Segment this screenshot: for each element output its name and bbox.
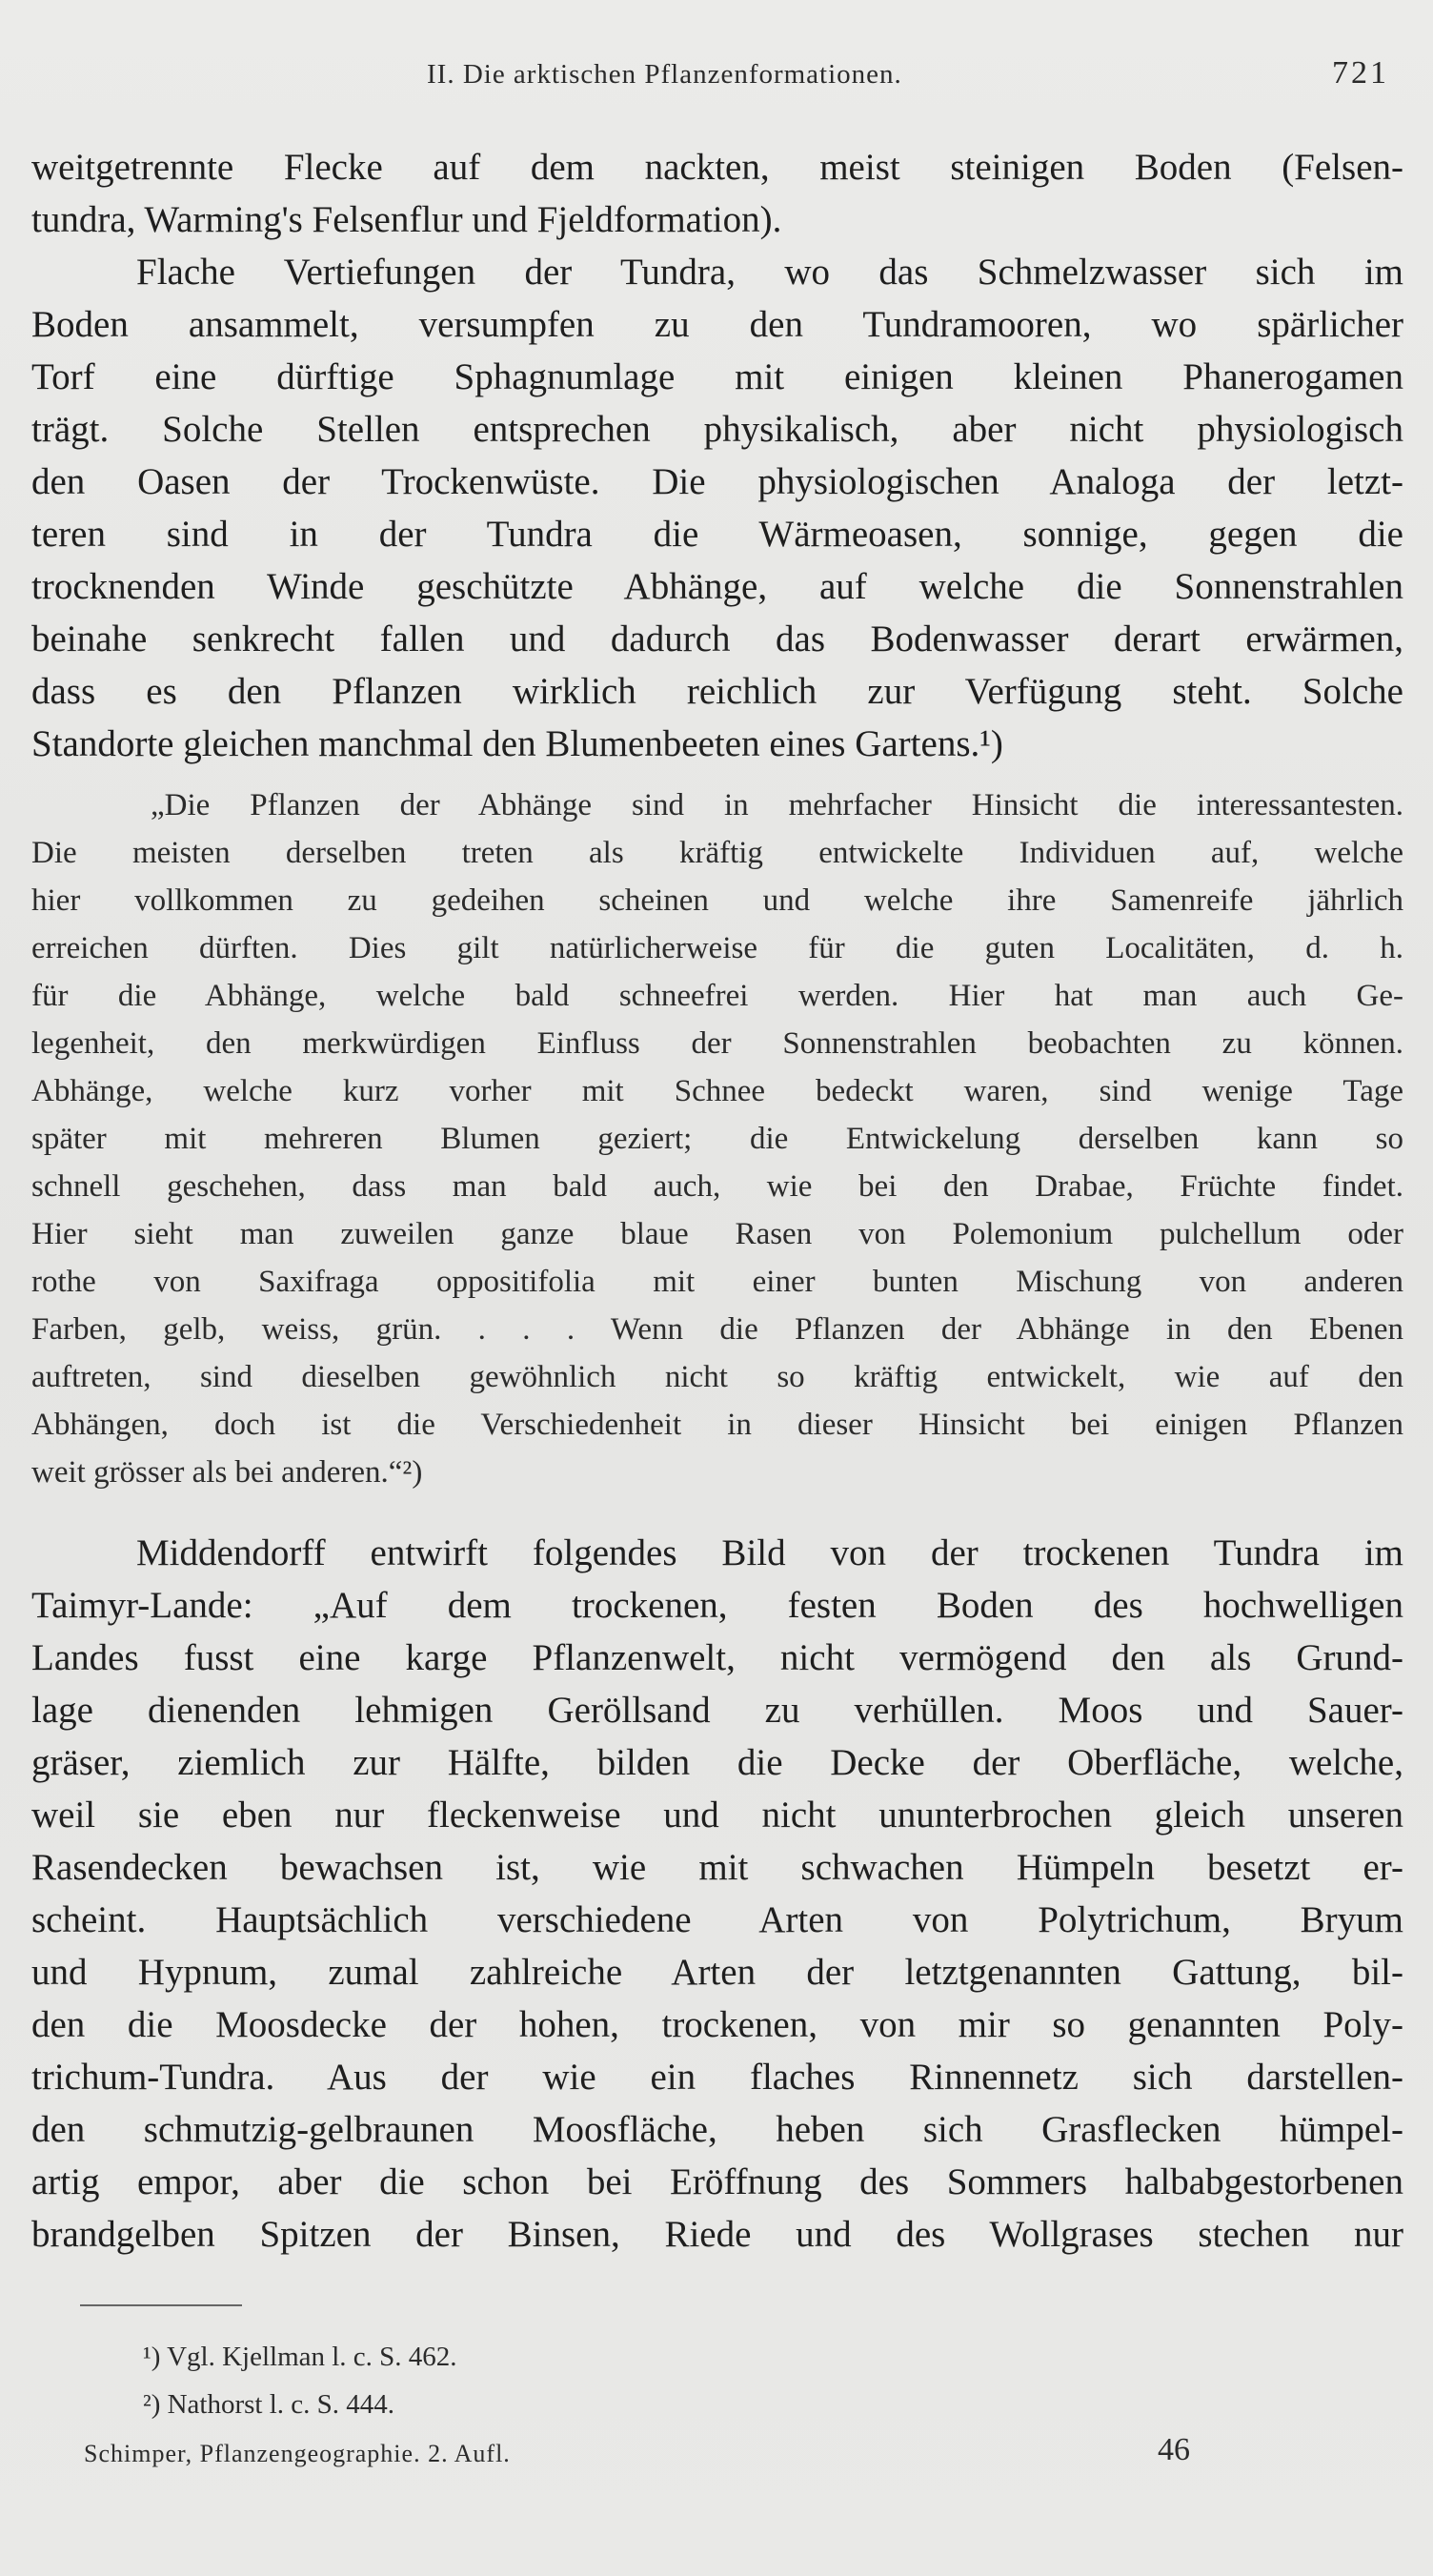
text-line: legenheit, den merkwürdigen Einfluss der Sonnenstrahlen beobachten zu können. — [31, 1026, 1403, 1061]
body-text — [31, 1527, 1403, 2261]
printer-signature: Schimper, Pflanzengeographie. 2. Aufl. — [84, 2440, 511, 2467]
text-line: den die Moosdecke der hohen, trockenen, von mir so genannten Poly- — [31, 2004, 1403, 2045]
text-line: Middendorff entwirft folgendes Bild von der trockenen Tundra im — [136, 1532, 1403, 1573]
text-line: trichum-Tundra. Aus der wie ein flaches Rinnennetz sich darstellen- — [31, 2057, 1403, 2098]
text-line: brandgelben Spitzen der Binsen, Riede und des Wollgrases stechen nur — [31, 2214, 1403, 2255]
footnotes — [143, 2333, 457, 2428]
text-line: scheint. Hauptsächlich verschiedene Arten von Polytrichum, Bryum — [31, 1899, 1403, 1940]
text-line: rothe von Saxifraga oppositifolia mit einer bunten Mischung von anderen — [31, 1265, 1403, 1299]
text-line: lage dienenden lehmigen Geröllsand zu verhüllen. Moos und Sauer- — [31, 1690, 1403, 1731]
text-line: trägt. Solche Stellen entsprechen physikalisch, aber nicht physiologisch — [31, 409, 1403, 450]
text-line: Taimyr-Lande: „Auf dem trockenen, festen Boden des hochwelligen — [31, 1585, 1403, 1626]
text-line: teren sind in der Tundra die Wärmeoasen, sonnige, gegen die — [31, 514, 1403, 555]
text-line: Rasendecken bewachsen ist, wie mit schwachen Hümpeln besetzt er- — [31, 1847, 1403, 1888]
paragraph — [31, 246, 1403, 770]
text-line: weit grösser als bei anderen.“²) — [31, 1455, 423, 1490]
page-footer — [0, 2428, 1433, 2476]
text-line: beinahe senkrecht fallen und dadurch das Bodenwasser derart erwärmen, — [31, 619, 1403, 659]
text-line: schnell geschehen, dass man bald auch, wie bei den Drabae, Früchte findet. — [31, 1169, 1403, 1204]
quotation — [31, 781, 1403, 1496]
text-line: dass es den Pflanzen wirklich reichlich zur Verfügung steht. Solche — [31, 671, 1403, 712]
text-line: den schmutzig-gelbraunen Moosfläche, heben sich Grasflecken hümpel- — [31, 2109, 1403, 2150]
quotation-block — [31, 781, 1403, 1496]
text-line: für die Abhänge, welche bald schneefrei werden. Hier hat man auch Ge- — [31, 979, 1403, 1013]
paragraph — [31, 1527, 1403, 2261]
sheet-number: 46 — [1158, 2432, 1190, 2467]
text-line: Boden ansammelt, versumpfen zu den Tundramooren, wo spärlicher — [31, 304, 1403, 345]
body-text — [31, 141, 1403, 770]
text-line: Landes fusst eine karge Pflanzenwelt, nicht vermögend den als Grund- — [31, 1637, 1403, 1678]
text-line: Hier sieht man zuweilen ganze blaue Rasen von Polemonium pulchellum oder — [31, 1217, 1403, 1251]
running-title: II. Die arktischen Pflanzenformationen. — [427, 59, 902, 90]
page-number: 721 — [1332, 55, 1389, 91]
text-line: Flache Vertiefungen der Tundra, wo das Schmelzwasser sich im — [136, 252, 1403, 293]
text-line: auftreten, sind dieselben gewöhnlich nicht so kräftig entwickelt, wie auf den — [31, 1360, 1403, 1394]
text-line: Torf eine dürftige Sphagnumlage mit einigen kleinen Phanerogamen — [31, 356, 1403, 397]
text-line: artig empor, aber die schon bei Eröffnung des Sommers halbabgestorbenen — [31, 2161, 1403, 2202]
footnote-divider — [80, 2304, 242, 2306]
text-line: Die meisten derselben treten als kräftig entwickelte Individuen auf, welche — [31, 836, 1403, 870]
paragraph — [31, 141, 1403, 246]
text-line: gräser, ziemlich zur Hälfte, bilden die Decke der Oberfläche, welche, — [31, 1742, 1403, 1783]
text-line: und Hypnum, zumal zahlreiche Arten der letztgenannten Gattung, bil- — [31, 1952, 1403, 1993]
text-line: den Oasen der Trockenwüste. Die physiologischen Analoga der letzt- — [31, 461, 1403, 502]
text-line: Standorte gleichen manchmal den Blumenbeeten eines Gartens.¹) — [31, 723, 1003, 764]
text-line: Farben, gelb, weiss, grün. . . . Wenn die Pflanzen der Abhänge in den Ebenen — [31, 1312, 1403, 1347]
running-head — [0, 55, 1433, 103]
footnote: ¹) Vgl. Kjellman l. c. S. 462. — [143, 2342, 457, 2372]
text-line: Abhänge, welche kurz vorher mit Schnee bedeckt waren, sind wenige Tage — [31, 1074, 1403, 1108]
text-line: weil sie eben nur fleckenweise und nicht ununterbrochen gleich unseren — [31, 1795, 1403, 1836]
text-line: hier vollkommen zu gedeihen scheinen und welche ihre Samenreife jährlich — [31, 883, 1403, 918]
text-line: trocknenden Winde geschützte Abhänge, auf welche die Sonnenstrahlen — [31, 566, 1403, 607]
text-line: weitgetrennte Flecke auf dem nackten, meist steinigen Boden (Felsen- — [31, 147, 1403, 188]
text-line: später mit mehreren Blumen geziert; die Entwickelung derselben kann so — [31, 1122, 1403, 1156]
footnote: ²) Nathorst l. c. S. 444. — [143, 2389, 395, 2420]
text-line: „Die Pflanzen der Abhänge sind in mehrfacher Hinsicht die interessantesten. — [151, 788, 1403, 822]
text-line: erreichen dürften. Dies gilt natürlicherweise für die guten Localitäten, d. h. — [31, 931, 1403, 965]
text-line: Abhängen, doch ist die Verschiedenheit in dieser Hinsicht bei einigen Pflanzen — [31, 1408, 1403, 1442]
text-line: tundra, Warming's Felsenflur und Fjeldformation). — [31, 199, 782, 240]
